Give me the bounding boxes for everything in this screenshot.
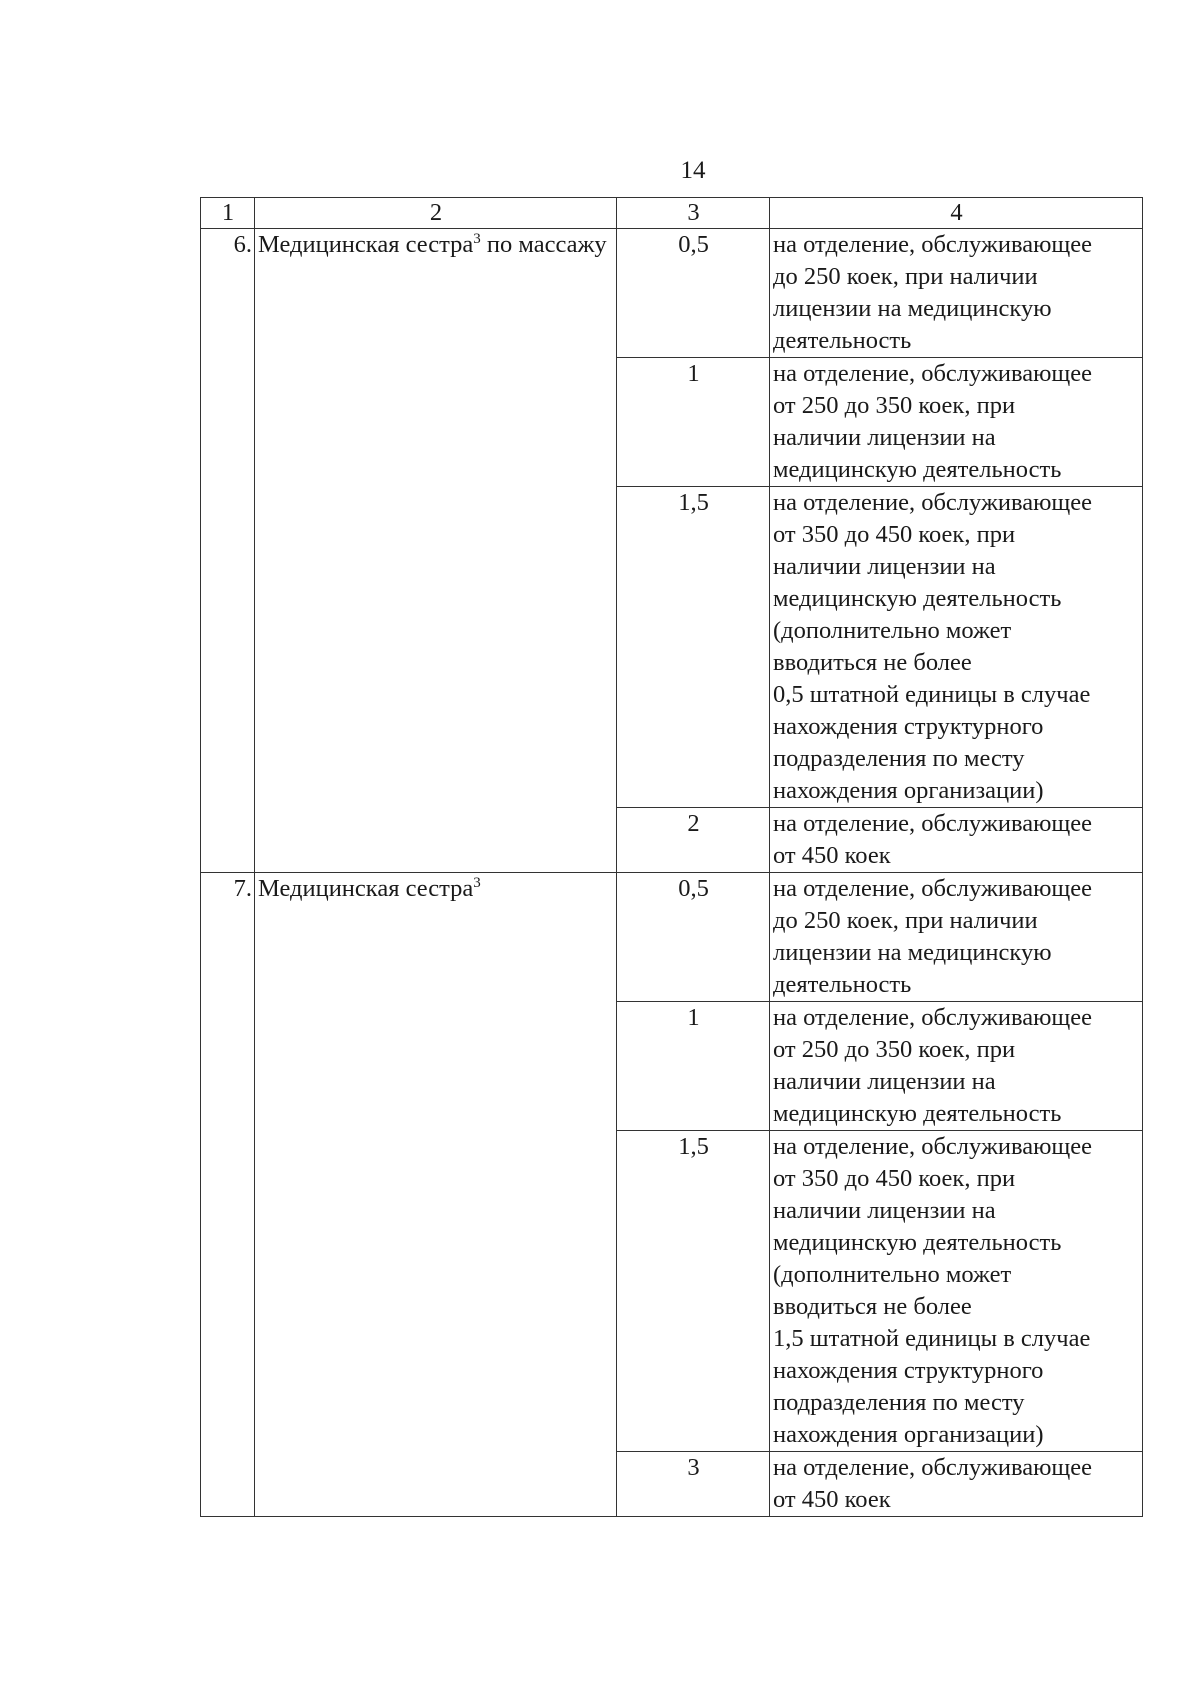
- position-title-text: Медицинская сестра: [258, 875, 474, 902]
- header-col-3: 3: [617, 198, 770, 229]
- footnote-mark: 3: [473, 230, 481, 247]
- rate-condition: на отделение, обслуживающее до 250 коек, при наличии лицензии на медицинскую деятельность: [770, 873, 1143, 1002]
- position-title: [255, 229, 617, 873]
- staff-rate: 0,5: [617, 229, 770, 358]
- staffing-table: [200, 197, 1143, 1517]
- staff-rate: 1: [617, 1002, 770, 1131]
- rate-condition: на отделение, обслуживающее от 350 до 450 коек, при наличии лицензии на медицинскую деятельность (дополнительно может вводиться не более 1,5 штатной единицы в случае нахождения структурного подразделения по месту нахождения организации): [770, 1131, 1143, 1452]
- staff-rate: 0,5: [617, 873, 770, 1002]
- rate-condition: на отделение, обслуживающее от 450 коек: [770, 1452, 1143, 1517]
- staff-rate: 2: [617, 808, 770, 873]
- header-col-2: 2: [255, 198, 617, 229]
- header-col-1: 1: [201, 198, 255, 229]
- rate-condition: на отделение, обслуживающее от 250 до 350 коек, при наличии лицензии на медицинскую деятельность: [770, 1002, 1143, 1131]
- table-header-row: [201, 198, 1143, 229]
- rate-condition: на отделение, обслуживающее от 250 до 350 коек, при наличии лицензии на медицинскую деятельность: [770, 358, 1143, 487]
- table-row: [201, 873, 1143, 1002]
- staff-rate: 1,5: [617, 487, 770, 808]
- position-title-text: Медицинская сестра: [258, 231, 474, 258]
- row-number: 6.: [201, 229, 255, 873]
- staff-rate: 1: [617, 358, 770, 487]
- rate-condition: на отделение, обслуживающее от 350 до 450 коек, при наличии лицензии на медицинскую деятельность (дополнительно может вводиться не более 0,5 штатной единицы в случае нахождения структурного подразделения по месту нахождения организации): [770, 487, 1143, 808]
- page-number: 14: [680, 157, 706, 184]
- footnote-mark: 3: [473, 874, 481, 891]
- rate-condition: на отделение, обслуживающее до 250 коек, при наличии лицензии на медицинскую деятельность: [770, 229, 1143, 358]
- position-title: [255, 873, 617, 1517]
- staff-rate: 3: [617, 1452, 770, 1517]
- table-row: [201, 229, 1143, 358]
- position-title-suffix: по массажу: [480, 231, 607, 258]
- staff-rate: 1,5: [617, 1131, 770, 1452]
- header-col-4: 4: [770, 198, 1143, 229]
- rate-condition: на отделение, обслуживающее от 450 коек: [770, 808, 1143, 873]
- row-number: 7.: [201, 873, 255, 1517]
